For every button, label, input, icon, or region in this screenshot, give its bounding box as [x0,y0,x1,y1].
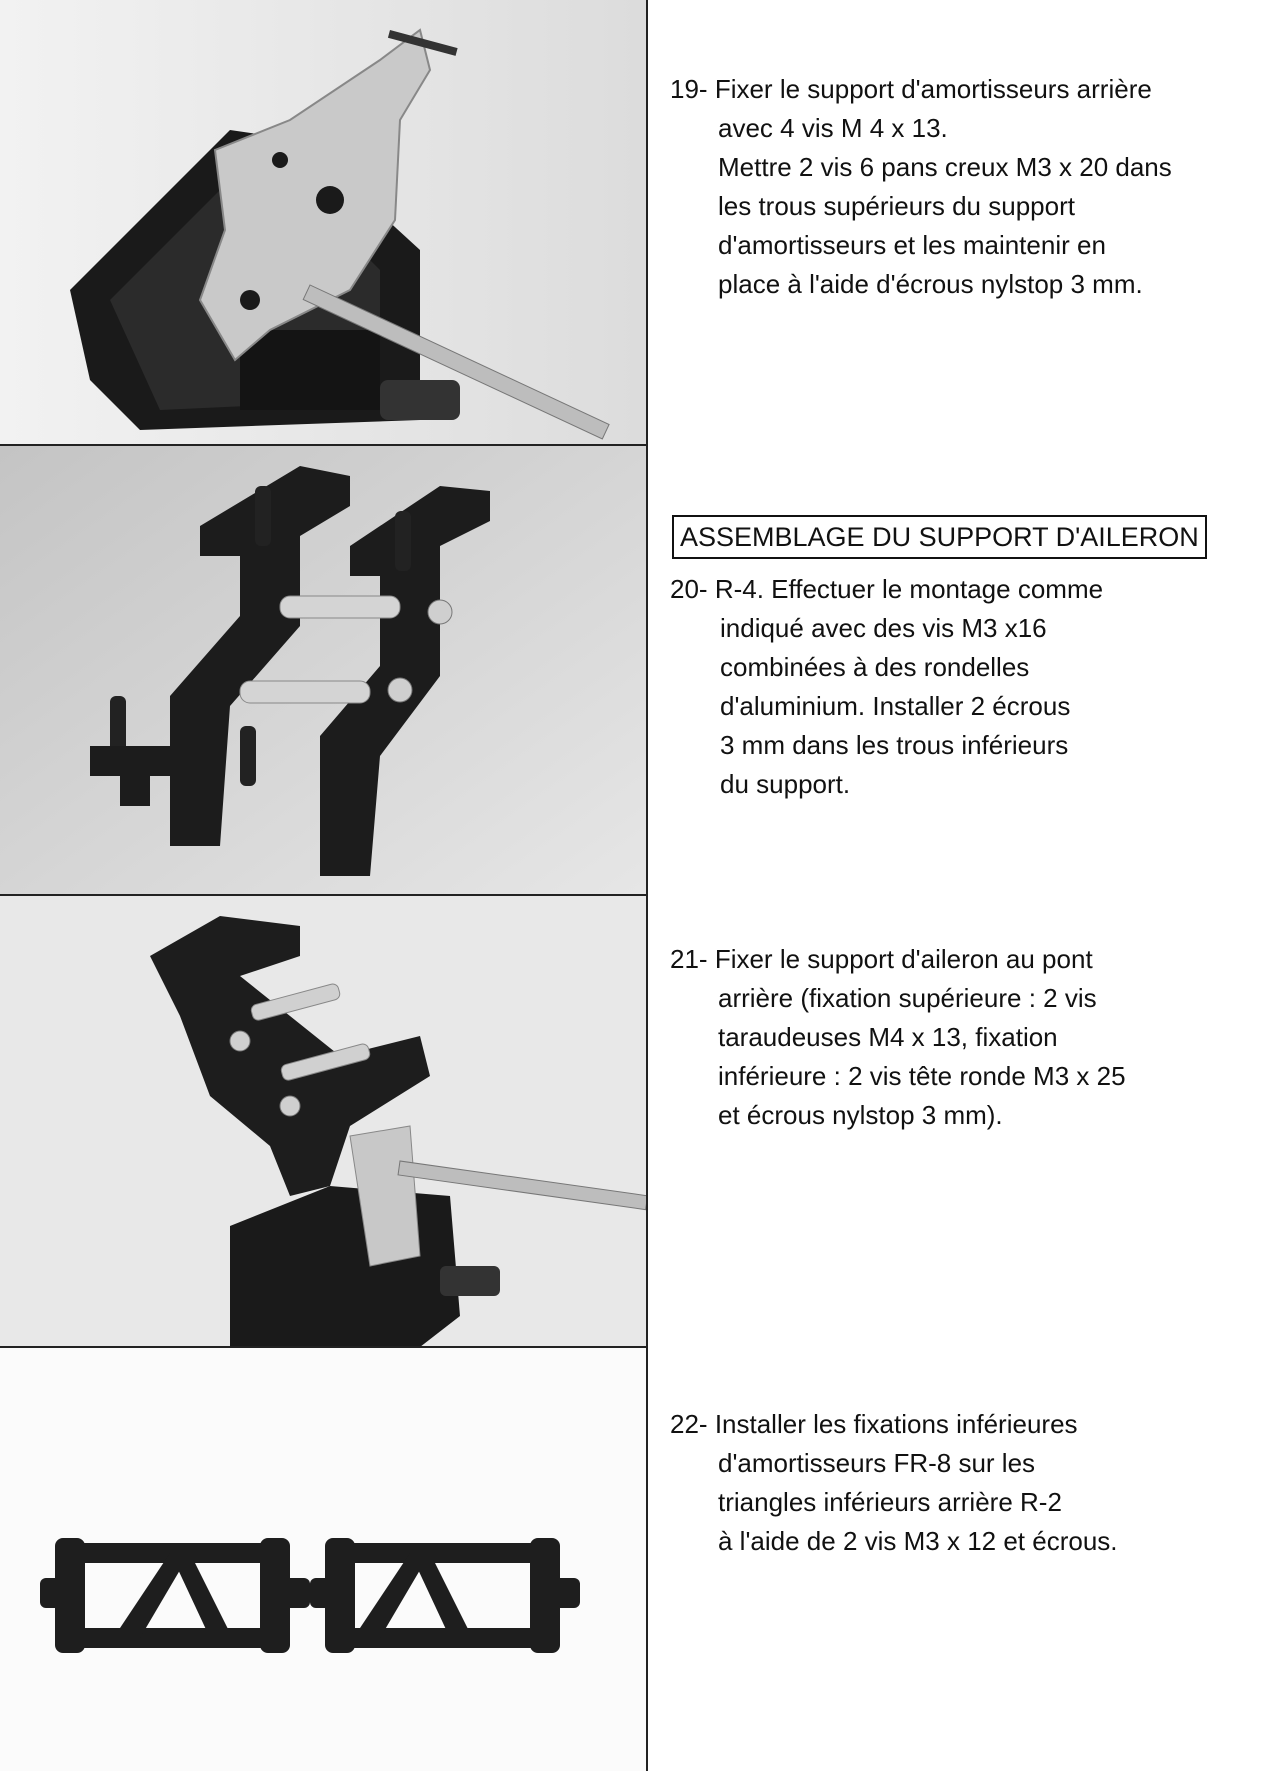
step-text-line: Installer les fixations inférieures [714,1409,1078,1439]
column-divider [646,0,648,1771]
section-title: ASSEMBLAGE DU SUPPORT D'AILERON [672,515,1207,559]
step-20 [670,570,1260,804]
step-text-line: d'amortisseurs et les maintenir en [718,230,1106,260]
step-text-line: place à l'aide d'écrous nylstop 3 mm. [718,269,1143,299]
step-text-line: inférieure : 2 vis tête ronde M3 x 25 [718,1061,1126,1091]
photo-step-20 [0,446,646,895]
step-text-line: R-4. Effectuer le montage comme [714,574,1104,604]
step-number: 21- [670,944,708,974]
step-number: 20- [670,574,708,604]
gearbox-damper-support-illustration [0,0,646,445]
step-number: 22- [670,1409,708,1439]
step-text-line: à l'aide de 2 vis M3 x 12 et écrous. [718,1526,1118,1556]
wing-support-illustration [0,446,646,895]
step-text-line: Fixer le support d'aileron au pont [714,944,1093,974]
step-19 [670,70,1260,304]
step-text-line: arrière (fixation supérieure : 2 vis [718,983,1097,1013]
photo-step-22 [0,1348,646,1771]
step-number: 19- [670,74,708,104]
step-text-line: Fixer le support d'amortisseurs arrière [714,74,1152,104]
step-text-line: Mettre 2 vis 6 pans creux M3 x 20 dans [718,152,1172,182]
step-text-line: et écrous nylstop 3 mm). [718,1100,1003,1130]
step-text-line: indiqué avec des vis M3 x16 [720,613,1047,643]
step-text-line: d'aluminium. Installer 2 écrous [720,691,1071,721]
wing-support-mounted-illustration [0,896,646,1347]
step-21 [670,940,1260,1135]
step-text-line: avec 4 vis M 4 x 13. [718,113,948,143]
step-text-line: d'amortisseurs FR-8 sur les [718,1448,1036,1478]
step-text-line: 3 mm dans les trous inférieurs [720,730,1069,760]
step-text-line: taraudeuses M4 x 13, fixation [718,1022,1058,1052]
step-text-line: du support. [720,769,851,799]
lower-wishbones-illustration [0,1348,646,1771]
photo-step-19 [0,0,646,445]
step-text-line: triangles inférieurs arrière R-2 [718,1487,1062,1517]
step-22 [670,1405,1260,1561]
photo-step-21 [0,896,646,1347]
step-text-line: les trous supérieurs du support [718,191,1075,221]
step-text-line: combinées à des rondelles [720,652,1030,682]
